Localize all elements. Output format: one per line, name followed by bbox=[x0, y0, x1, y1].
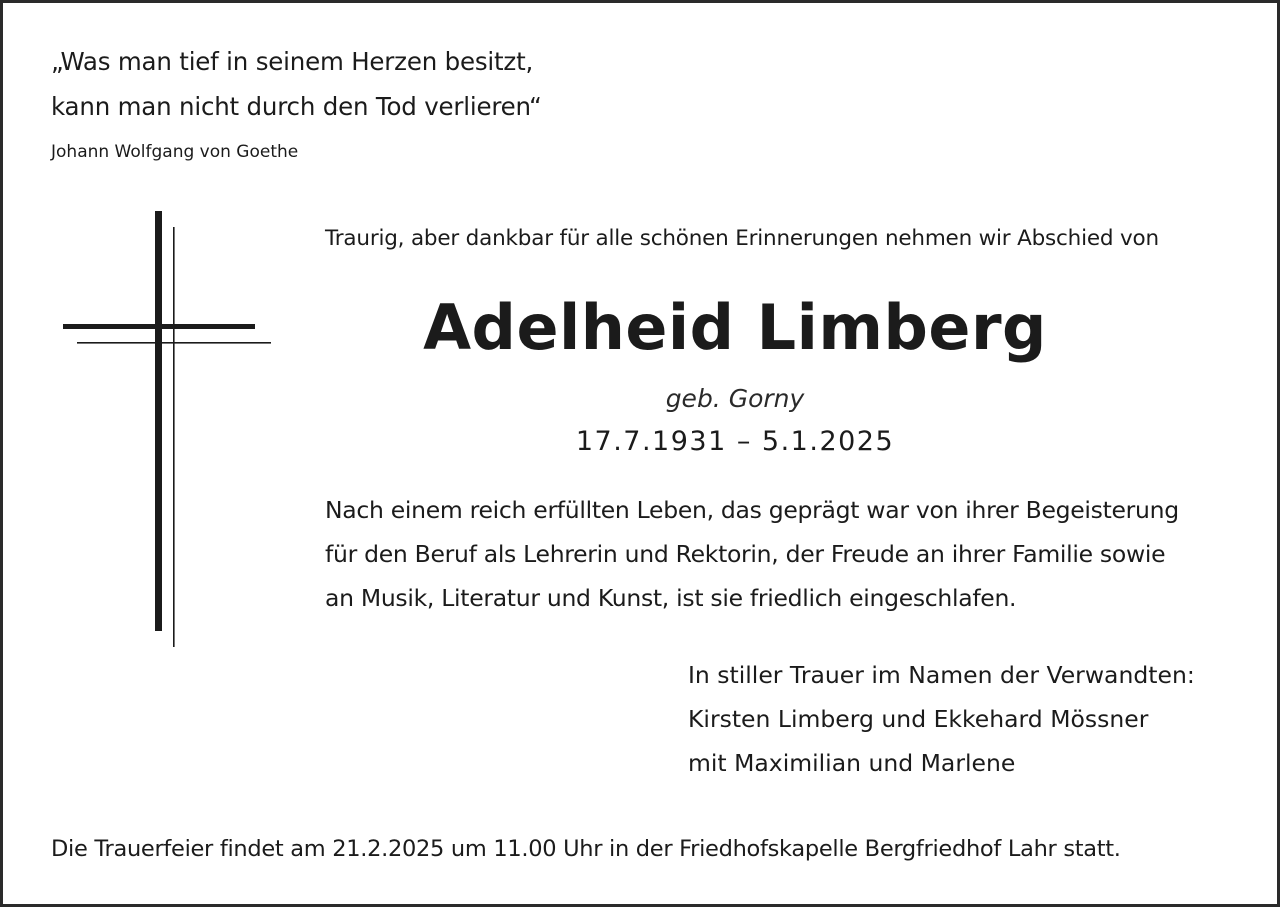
cross-icon bbox=[63, 211, 273, 651]
tribute-line: Nach einem reich erfüllten Leben, das geprägt war von ihrer Begeisterung bbox=[325, 496, 1179, 524]
mourners-line: mit Maximilian und Marlene bbox=[688, 749, 1016, 777]
mourners-line: Kirsten Limberg und Ekkehard Mössner bbox=[688, 705, 1149, 733]
tribute-line: für den Beruf als Lehrerin und Rektorin, der Freude an ihrer Familie sowie bbox=[325, 540, 1166, 568]
quote-line-2: kann man nicht durch den Tod verlieren“ bbox=[51, 92, 542, 121]
mourners-line: In stiller Trauer im Namen der Verwandten: bbox=[688, 661, 1195, 689]
deceased-name: Adelheid Limberg bbox=[423, 291, 1047, 364]
tribute-line: an Musik, Literatur und Kunst, ist sie friedlich eingeschlafen. bbox=[325, 584, 1017, 612]
quote-author: Johann Wolfgang von Goethe bbox=[51, 142, 299, 162]
tribute-text bbox=[325, 488, 1235, 620]
life-dates: 17.7.1931 – 5.1.2025 bbox=[575, 426, 895, 457]
quote-line-1: „Was man tief in seinem Herzen besitzt, bbox=[51, 47, 534, 76]
mourners-signature bbox=[688, 653, 1195, 785]
funeral-notice: Die Trauerfeier findet am 21.2.2025 um 11.00 Uhr in der Friedhofskapelle Bergfriedhof Lahr statt. bbox=[51, 836, 1121, 862]
maiden-name: geb. Gorny bbox=[665, 384, 805, 413]
farewell-intro: Traurig, aber dankbar für alle schönen Erinnerungen nehmen wir Abschied von bbox=[325, 226, 1159, 251]
